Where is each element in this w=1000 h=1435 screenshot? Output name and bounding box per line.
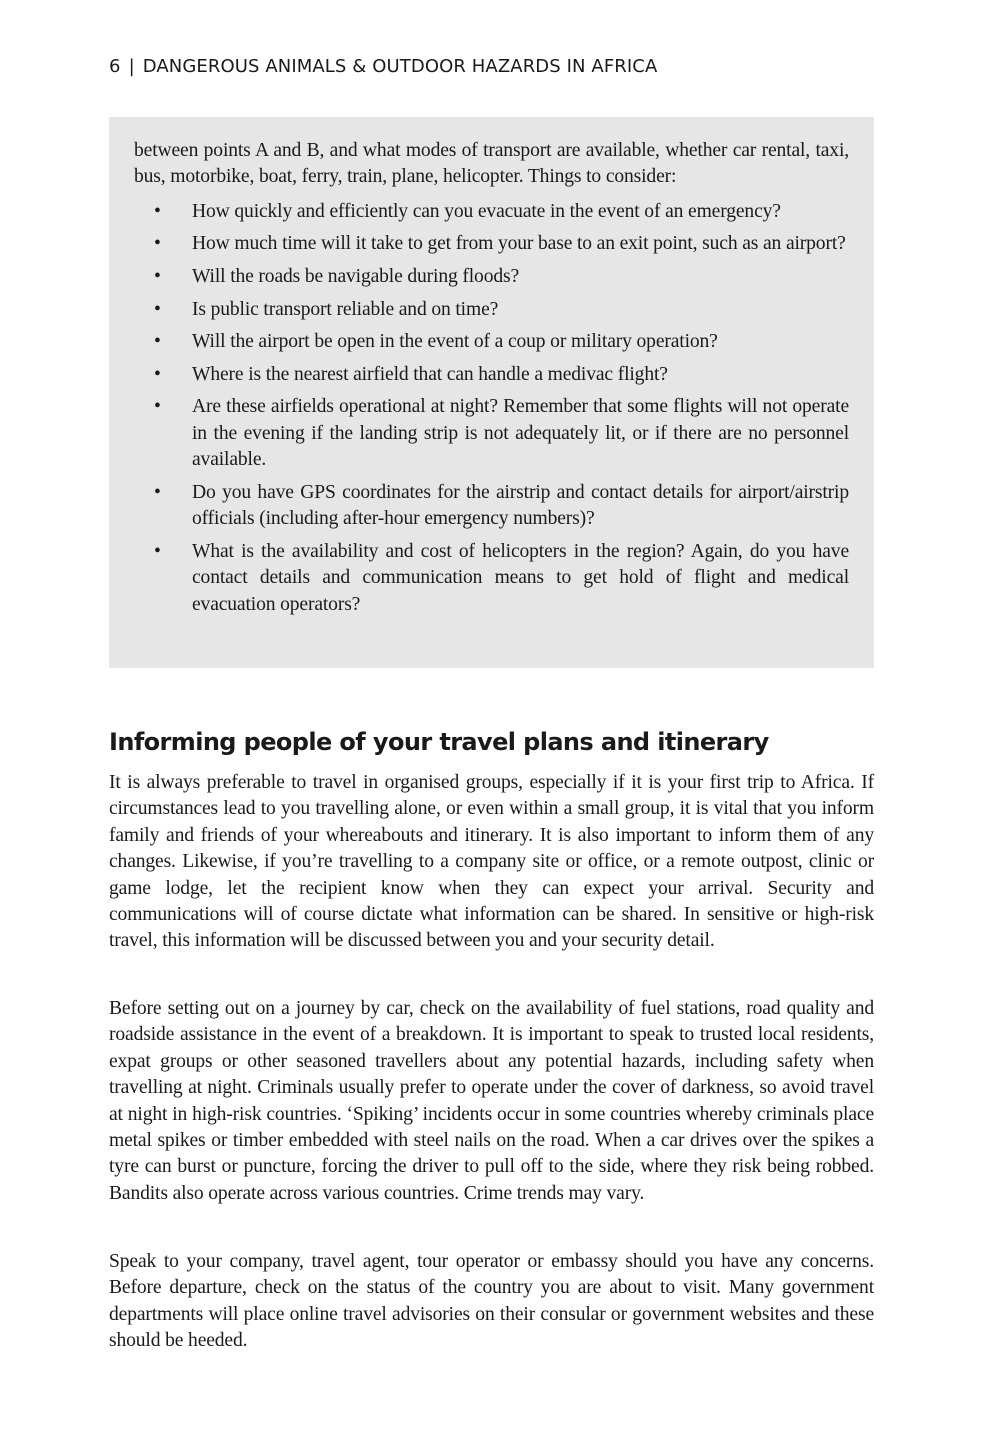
list-item: • Are these airfields operational at night? Remember that some flights will not operate in the evening if the landing strip is not adequately lit, or if there are no personnel available. <box>154 396 849 471</box>
list-item: • Will the airport be open in the event of a coup or military operation? <box>134 329 849 355</box>
paragraph: Before setting out on a journey by car, check on the availability of fuel stations, road quality and roadside assistance in the event of a breakdown. It is important to speak to trusted local residents, expat groups or other seasoned travellers about any potential hazards, including safety when travelling at night. Criminals usually prefer to operate under the cover of darkness, so avoid travel at night in high-risk countries. ‘Spiking’ incidents occur in some countries whereby criminals place metal spikes or timber embedded with steel nails on the road. When a car drives over the spikes a tyre can burst or puncture, forcing the driver to pull off to the side, where they risk being robbed. Bandits also operate across various countries. Crime trends may vary. <box>109 998 874 1204</box>
bullet-icon: • <box>154 298 161 320</box>
considerations-list <box>134 199 849 618</box>
list-item: • Do you have GPS coordinates for the airstrip and contact details for airport/airstrip officials (including after-hour emergency numbers)? <box>154 481 849 530</box>
checklist-box <box>109 117 874 668</box>
section-heading: Informing people of your travel plans and itinerary <box>109 728 769 756</box>
paragraph: Speak to your company, travel agent, tour operator or embassy should you have any concerns. Before departure, check on the status of the country you are about to visit. Many government departments will place online travel advisories on their consular or government websites and these should be heeded. <box>109 1251 874 1352</box>
bullet-icon: • <box>154 363 161 385</box>
list-item: • How quickly and efficiently can you evacuate in the event of an emergency? <box>134 199 849 225</box>
list-item: • Where is the nearest airfield that can handle a medivac flight? <box>134 362 849 388</box>
bullet-icon: • <box>154 200 161 222</box>
body-paragraph-1 <box>109 770 874 955</box>
bullet-icon: • <box>154 481 161 503</box>
page-number: 6 <box>109 56 121 77</box>
box-intro: between points A and B, and what modes of transport are available, whether car rental, taxi, bus, motorbike, boat, ferry, train, plane, helicopter. Things to consider: <box>134 140 849 188</box>
body-paragraph-2 <box>109 996 874 1207</box>
list-item: • Will the roads be navigable during floods? <box>134 264 849 290</box>
paragraph: It is always preferable to travel in organised groups, especially if it is your first trip to Africa. If circumstances lead to you travelling alone, or even within a small group, it is vital that you inform family and friends of your whereabouts and itinerary. It is also important to inform them of any changes. Likewise, if you’re travelling to a company site or office, or a remote outpost, clinic or game lodge, let the recipient know when they can expect your arrival. Security and communications will of course dictate what information can be shared. In sensitive or high-risk travel, this information will be discussed between you and your security detail. <box>109 772 874 952</box>
bullet-icon: • <box>154 396 161 418</box>
bullet-icon: • <box>154 233 161 255</box>
bullet-icon: • <box>154 331 161 353</box>
list-item: • Is public transport reliable and on time? <box>134 297 849 323</box>
running-head <box>109 56 657 77</box>
list-item: • What is the availability and cost of helicopters in the region? Again, do you have contact details and communication means to get hold of flight and medical evacuation operators? <box>154 540 849 615</box>
body-paragraph-3 <box>109 1249 874 1355</box>
book-title: DANGEROUS ANIMALS & OUTDOOR HAZARDS IN AFRICA <box>142 56 658 77</box>
header-separator: | <box>128 56 135 77</box>
list-item: • How much time will it take to get from your base to an exit point, such as an airport? <box>134 231 849 257</box>
bullet-icon: • <box>154 266 161 287</box>
bullet-icon: • <box>154 540 161 562</box>
